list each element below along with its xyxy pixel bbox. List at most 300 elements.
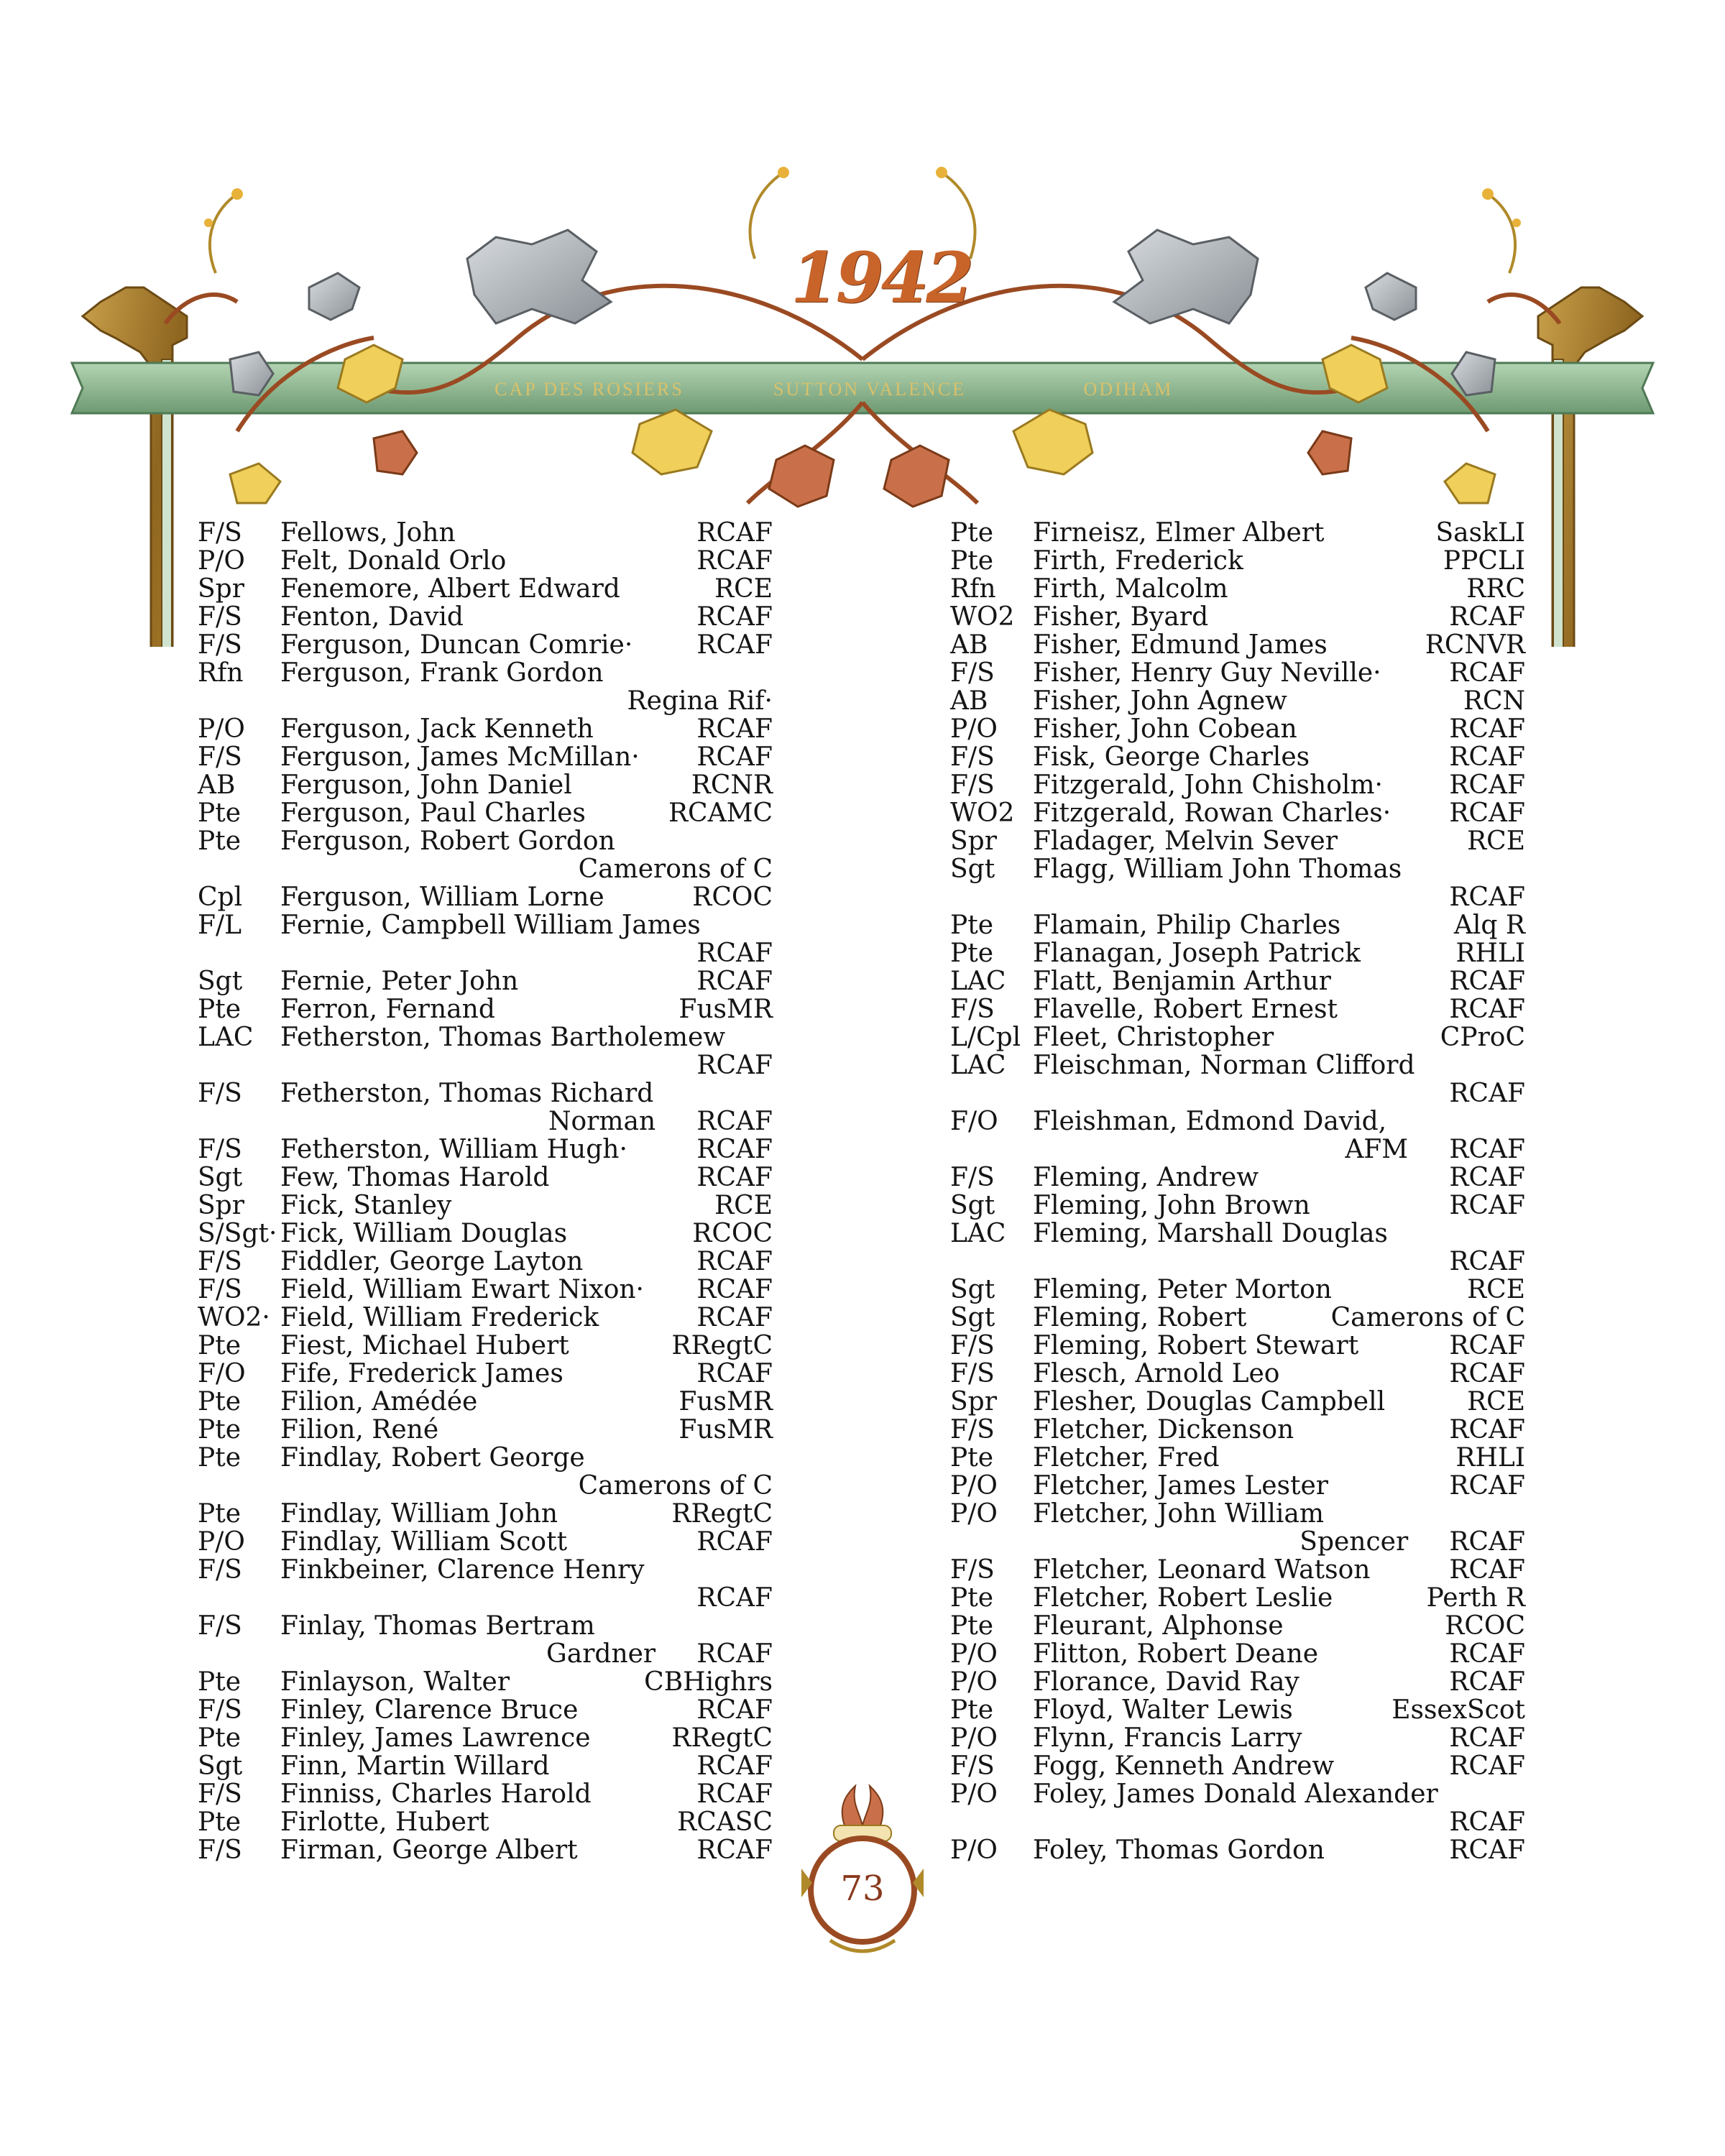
entry-name: Firneisz, Elmer Albert <box>1033 518 1325 548</box>
entry-rank: Spr <box>198 1191 244 1220</box>
roll-entry <box>198 771 773 799</box>
entry-unit: Perth R <box>1426 1583 1525 1613</box>
entry-unit: RCAF <box>696 1527 773 1557</box>
entry-rank: Pte <box>950 939 993 968</box>
roll-entry <box>198 1164 773 1192</box>
entry-continuation: Regina Rif· <box>627 686 773 716</box>
entry-name: Finlay, Thomas Bertram <box>280 1611 595 1641</box>
entry-rank: Pte <box>950 1443 993 1473</box>
roll-entry <box>950 1107 1525 1164</box>
entry-name: Fleischman, Norman Clifford <box>1033 1051 1415 1080</box>
entry-name: Fleming, Andrew <box>1033 1163 1259 1192</box>
roll-entry <box>950 575 1525 603</box>
entry-rank: Sgt <box>198 967 243 996</box>
roll-entry <box>198 799 773 827</box>
entry-rank: F/S <box>198 1695 242 1725</box>
entry-unit: RCE <box>1467 1387 1525 1416</box>
entry-name: Fletcher, Fred <box>1033 1443 1220 1473</box>
roll-entry <box>950 1220 1525 1276</box>
entry-name: Few, Thomas Harold <box>280 1163 550 1192</box>
entry-name: Ferguson, Robert Gordon <box>280 826 615 856</box>
entry-unit: CBHighrs <box>644 1667 773 1697</box>
entry-rank: LAC <box>198 1023 254 1052</box>
entry-name: Fenton, David <box>280 602 464 632</box>
entry-name: Fetherston, William Hugh· <box>280 1135 627 1164</box>
roll-entry <box>198 1668 773 1696</box>
entry-name: Fiddler, George Layton <box>280 1247 584 1276</box>
roll-entry <box>950 1051 1525 1107</box>
entry-name: Fleming, John Brown <box>1033 1191 1310 1220</box>
entry-unit: FusMR <box>678 995 773 1024</box>
entry-name: Fleming, Robert <box>1033 1303 1247 1332</box>
entry-rank: F/S <box>950 742 995 772</box>
entry-name: Ferguson, Jack Kenneth <box>280 714 594 744</box>
entry-rank: WO2 <box>950 798 1015 828</box>
entry-rank: Sgt <box>950 1303 995 1332</box>
entry-rank: S/Sgt· <box>198 1219 277 1248</box>
roll-entry <box>950 715 1525 743</box>
entry-name: Ferguson, Frank Gordon <box>280 658 604 688</box>
entry-name: Findlay, William Scott <box>280 1527 568 1557</box>
entry-rank: F/S <box>198 518 242 548</box>
entry-rank: F/S <box>950 1163 995 1192</box>
roll-entry <box>198 1276 773 1304</box>
entry-unit: RHLI <box>1455 939 1525 968</box>
entry-name: Fletcher, James Lester <box>1033 1471 1328 1501</box>
roll-entry <box>198 1388 773 1416</box>
entry-unit: Camerons of C <box>1330 1303 1525 1332</box>
entry-unit: CProC <box>1440 1023 1525 1052</box>
entry-unit: RCAF <box>1449 1471 1525 1501</box>
entry-unit: RCAF <box>1449 1191 1525 1220</box>
entry-rank: P/O <box>950 1723 998 1753</box>
entry-name: Fisher, Edmund James <box>1033 630 1328 660</box>
entry-name: Filion, Amédée <box>280 1387 478 1416</box>
entry-unit: RCAF <box>1449 658 1525 688</box>
entry-rank: LAC <box>950 1051 1006 1080</box>
entry-continuation: RCAF <box>1449 1247 1525 1276</box>
entry-unit: Alq R <box>1453 911 1525 940</box>
roll-entry <box>198 715 773 743</box>
entry-name: Fenemore, Albert Edward <box>280 574 620 604</box>
roll-entry <box>950 547 1525 575</box>
entry-rank: F/S <box>198 1275 242 1304</box>
entry-name: Fleming, Peter Morton <box>1033 1275 1332 1304</box>
entry-rank: F/S <box>198 742 242 772</box>
entry-name: Flitton, Robert Deane <box>1033 1639 1319 1669</box>
roll-entry <box>198 1135 773 1164</box>
entry-rank: Cpl <box>198 883 243 912</box>
entry-unit: RRC <box>1466 574 1525 604</box>
entry-name: Flamain, Philip Charles <box>1033 911 1341 940</box>
entry-continuation: Camerons of C <box>578 1471 773 1501</box>
entry-unit: RCAF <box>1449 1639 1525 1669</box>
entry-name: Floyd, Walter Lewis <box>1033 1695 1293 1725</box>
roll-entry <box>950 1276 1525 1304</box>
entry-unit: RCAF <box>1449 1667 1525 1697</box>
entry-unit: RCAF <box>696 1135 773 1164</box>
entry-name: Fleming, Marshall Douglas <box>1033 1219 1388 1248</box>
roll-entry <box>198 659 773 715</box>
entry-rank: F/S <box>198 1835 242 1865</box>
entry-rank: F/L <box>198 911 242 940</box>
entry-name: Foley, James Donald Alexander <box>1033 1779 1438 1809</box>
rust-leaves <box>374 431 1351 507</box>
entry-unit: RCAF <box>696 546 773 576</box>
entry-rank: Pte <box>198 1499 241 1529</box>
entry-unit: RHLI <box>1455 1443 1525 1473</box>
roll-entry <box>198 603 773 631</box>
entry-unit: RCAF <box>696 630 773 660</box>
entry-name: Fetherston, Thomas Bartholemew <box>280 1023 726 1052</box>
roll-entry <box>950 687 1525 715</box>
entry-name: Ferguson, William Lorne <box>280 883 604 912</box>
roll-entry <box>950 1164 1525 1192</box>
roll-entry <box>950 1360 1525 1388</box>
roll-entry <box>198 1444 773 1500</box>
entry-unit: RCAF <box>696 1835 773 1865</box>
roll-entry <box>950 631 1525 659</box>
page-number: 73 <box>840 1869 885 1909</box>
roll-entry <box>198 1696 773 1724</box>
entry-unit: RCAF <box>696 714 773 744</box>
entry-name: Fisher, Byard <box>1033 602 1209 632</box>
roll-entry <box>198 1220 773 1248</box>
roll-entry <box>198 1192 773 1220</box>
entry-name: Fisk, George Charles <box>1033 742 1310 772</box>
entry-unit: RCASC <box>677 1807 773 1837</box>
entry-rank: Sgt <box>950 854 995 884</box>
entry-unit: RCE <box>714 574 773 604</box>
roll-entry <box>950 1472 1525 1500</box>
entry-rank: Pte <box>950 1611 993 1641</box>
entry-name: Findlay, William John <box>280 1499 558 1529</box>
entry-unit: RCAF <box>1449 1331 1525 1360</box>
entry-rank: F/S <box>950 1359 995 1388</box>
entry-rank: F/S <box>950 995 995 1024</box>
roll-entry <box>950 855 1525 911</box>
entry-name: Fisher, John Cobean <box>1033 714 1297 744</box>
roll-entry <box>950 1780 1525 1836</box>
entry-continuation: AFM RCAF <box>1345 1135 1525 1164</box>
entry-unit: RCAF <box>696 1359 773 1388</box>
entry-name: Flesch, Arnold Leo <box>1033 1359 1280 1388</box>
entry-name: Flanagan, Joseph Patrick <box>1033 939 1361 968</box>
entry-rank: Pte <box>198 798 241 828</box>
roll-entry <box>950 1023 1525 1051</box>
roll-entry <box>198 743 773 771</box>
entry-name: Fletcher, Dickenson <box>1033 1415 1294 1445</box>
entry-rank: Pte <box>198 995 241 1024</box>
roll-entry <box>950 939 1525 967</box>
entry-unit: RCAF <box>1449 1751 1525 1781</box>
entry-name: Flavelle, Robert Ernest <box>1033 995 1338 1024</box>
roll-entry <box>950 1332 1525 1360</box>
entry-name: Flynn, Francis Larry <box>1033 1723 1302 1753</box>
entry-name: Fife, Frederick James <box>280 1359 564 1388</box>
roll-entry <box>950 1500 1525 1556</box>
roll-entry <box>950 1584 1525 1612</box>
entry-unit: RRegtC <box>671 1331 773 1360</box>
entry-rank: F/S <box>198 1247 242 1276</box>
entry-name: Ferron, Fernand <box>280 995 495 1024</box>
entry-name: Fisher, John Agnew <box>1033 686 1287 716</box>
roll-entry <box>950 1836 1525 1864</box>
entry-name: Fletcher, Leonard Watson <box>1033 1555 1371 1585</box>
entry-unit: PPCLI <box>1443 546 1525 576</box>
entry-name: Ferguson, John Daniel <box>280 770 572 800</box>
entry-unit: RCAF <box>1449 1555 1525 1585</box>
entry-continuation: RCAF <box>696 1051 773 1080</box>
entry-continuation: Gardner RCAF <box>546 1639 773 1669</box>
banner-place-3: ODIHAM <box>1083 379 1174 400</box>
entry-unit: RCAF <box>1449 995 1525 1024</box>
roll-entry <box>198 1023 773 1079</box>
right-gold-frame <box>1538 287 1642 647</box>
entry-name: Fitzgerald, John Chisholm· <box>1033 770 1383 800</box>
roll-entry <box>198 1836 773 1864</box>
entry-rank: Spr <box>950 826 997 856</box>
entry-name: Fleurant, Alphonse <box>1033 1611 1284 1641</box>
entry-rank: F/S <box>198 1135 242 1164</box>
entry-unit: RCAF <box>1449 1723 1525 1753</box>
entry-rank: F/S <box>198 1555 242 1585</box>
entry-unit: FusMR <box>678 1415 773 1445</box>
entry-rank: P/O <box>950 1779 998 1809</box>
entry-name: Ferguson, Duncan Comrie· <box>280 630 633 660</box>
entry-name: Finniss, Charles Harold <box>280 1779 592 1809</box>
entry-rank: WO2· <box>198 1303 270 1332</box>
roll-entry <box>198 1808 773 1836</box>
entry-rank: Sgt <box>950 1191 995 1220</box>
entry-unit: RCAMC <box>668 798 773 828</box>
roll-entry <box>198 911 773 967</box>
roll-entry <box>950 1724 1525 1752</box>
roll-entry <box>950 519 1525 547</box>
entry-rank: F/S <box>950 1331 995 1360</box>
roll-entry <box>950 603 1525 631</box>
roll-entry <box>198 1079 773 1135</box>
roll-entry <box>950 1388 1525 1416</box>
roll-entry <box>198 883 773 911</box>
entry-name: Fogg, Kenneth Andrew <box>1033 1751 1335 1781</box>
entry-name: Finn, Martin Willard <box>280 1751 550 1781</box>
entry-rank: F/S <box>198 1611 242 1641</box>
entry-name: Ferguson, James McMillan· <box>280 742 640 772</box>
entry-unit: RCE <box>1467 1275 1525 1304</box>
roll-entry <box>198 1556 773 1612</box>
entry-rank: P/O <box>950 1667 998 1697</box>
roll-entry <box>950 911 1525 939</box>
entry-rank: Pte <box>198 1387 241 1416</box>
entry-rank: Sgt <box>198 1751 243 1781</box>
entry-rank: F/S <box>950 1415 995 1445</box>
entry-name: Fisher, Henry Guy Neville· <box>1033 658 1381 688</box>
entry-rank: LAC <box>950 1219 1006 1248</box>
entry-unit: RCAF <box>696 1163 773 1192</box>
sprig-buds <box>204 167 1521 227</box>
roll-entry <box>950 1304 1525 1332</box>
roll-entry <box>198 547 773 575</box>
entry-rank: P/O <box>198 546 245 576</box>
entry-name: Finkbeiner, Clarence Henry <box>280 1555 645 1585</box>
entry-rank: P/O <box>950 1471 998 1501</box>
entry-rank: Pte <box>198 1331 241 1360</box>
roll-entry <box>950 967 1525 995</box>
entry-name: Fletcher, John William <box>1033 1499 1324 1529</box>
roll-entry <box>950 995 1525 1023</box>
roll-entry <box>198 1528 773 1556</box>
entry-rank: F/S <box>950 770 995 800</box>
entry-unit: RCAF <box>696 518 773 548</box>
entry-rank: P/O <box>198 1527 245 1557</box>
entry-unit: RCAF <box>1449 1163 1525 1192</box>
entry-unit: RCAF <box>696 1779 773 1809</box>
entry-rank: L/Cpl <box>950 1023 1021 1052</box>
left-gold-frame <box>83 287 187 647</box>
entry-name: Fleming, Robert Stewart <box>1033 1331 1359 1360</box>
entry-rank: Pte <box>198 1667 241 1697</box>
roll-entry <box>950 1640 1525 1668</box>
entry-unit: RCAF <box>1449 1835 1525 1865</box>
entry-rank: Rfn <box>198 658 244 688</box>
entry-rank: P/O <box>950 714 998 744</box>
entry-name: Foley, Thomas Gordon <box>1033 1835 1325 1865</box>
entry-unit: RCAF <box>1449 798 1525 828</box>
entry-name: Field, William Frederick <box>280 1303 599 1332</box>
entry-unit: RCAF <box>1449 602 1525 632</box>
entry-continuation: Norman RCAF <box>548 1107 773 1136</box>
entry-name: Firth, Frederick <box>1033 546 1243 576</box>
roll-entry <box>950 1192 1525 1220</box>
entry-rank: LAC <box>950 967 1006 996</box>
roll-entry <box>950 1416 1525 1444</box>
entry-rank: Pte <box>198 1443 241 1473</box>
entry-unit: RCE <box>714 1191 773 1220</box>
entry-rank: Rfn <box>950 574 996 604</box>
entry-unit: RCOC <box>1445 1611 1525 1641</box>
entry-rank: Pte <box>950 1695 993 1725</box>
entry-rank: Pte <box>198 1807 241 1837</box>
entry-name: Finlayson, Walter <box>280 1667 510 1697</box>
entry-name: Flagg, William John Thomas <box>1033 854 1402 884</box>
entry-continuation: RCAF <box>1449 1807 1525 1837</box>
entry-name: Filion, René <box>280 1415 439 1445</box>
entry-unit: RRegtC <box>671 1723 773 1753</box>
entry-rank: WO2 <box>950 602 1015 632</box>
entry-unit: RCAF <box>696 1695 773 1725</box>
roll-entry <box>198 1612 773 1668</box>
entry-unit: RCN <box>1463 686 1525 716</box>
roll-entry <box>198 1332 773 1360</box>
entry-rank: Pte <box>950 518 993 548</box>
entry-name: Firman, George Albert <box>280 1835 578 1865</box>
roll-entry <box>198 1752 773 1780</box>
entry-rank: P/O <box>950 1639 998 1669</box>
right-name-column <box>950 519 1525 1864</box>
entry-name: Fick, Stanley <box>280 1191 452 1220</box>
roll-entry <box>198 1780 773 1808</box>
entry-unit: RCNR <box>691 770 773 800</box>
roll-entry <box>198 827 773 883</box>
entry-name: Fiest, Michael Hubert <box>280 1331 569 1360</box>
entry-unit: RCAF <box>1449 967 1525 996</box>
entry-name: Felt, Donald Orlo <box>280 546 507 576</box>
entry-rank: F/O <box>950 1107 998 1136</box>
banner-place-1: CAP DES ROSIERS <box>494 379 684 400</box>
entry-name: Field, William Ewart Nixon· <box>280 1275 645 1304</box>
entry-unit: RCOC <box>692 883 773 912</box>
entry-continuation: RCAF <box>696 939 773 968</box>
entry-unit: RCAF <box>1449 1359 1525 1388</box>
roll-entry <box>198 1416 773 1444</box>
entry-name: Finley, James Lawrence <box>280 1723 591 1753</box>
roll-entry <box>198 575 773 603</box>
entry-unit: RCAF <box>1449 714 1525 744</box>
roll-entry <box>950 1752 1525 1780</box>
entry-unit: FusMR <box>678 1387 773 1416</box>
roll-entry <box>198 1248 773 1276</box>
entry-unit: RCAF <box>696 602 773 632</box>
entry-unit: RCE <box>1467 826 1525 856</box>
entry-continuation: Spencer RCAF <box>1300 1527 1525 1557</box>
roll-entry <box>950 799 1525 827</box>
entry-unit: RCAF <box>696 1303 773 1332</box>
entry-rank: Sgt <box>198 1163 243 1192</box>
entry-unit: RCAF <box>696 742 773 772</box>
roll-entry <box>950 1556 1525 1584</box>
roll-entry <box>950 1612 1525 1640</box>
roll-entry <box>198 1304 773 1332</box>
entry-rank: Pte <box>950 911 993 940</box>
roll-entry <box>950 1668 1525 1696</box>
roll-entry <box>198 1724 773 1752</box>
roll-entry <box>198 1360 773 1388</box>
entry-unit: RCAF <box>696 1275 773 1304</box>
entry-name: Findlay, Robert George <box>280 1443 585 1473</box>
entry-rank: F/O <box>198 1359 246 1388</box>
entry-name: Fetherston, Thomas Richard <box>280 1079 654 1108</box>
roll-entry <box>950 827 1525 855</box>
entry-unit: RCAF <box>1449 1415 1525 1445</box>
entry-continuation: RCAF <box>1449 883 1525 912</box>
banner-place-2: SUTTON VALENCE <box>773 379 967 400</box>
entry-rank: F/S <box>198 1079 242 1108</box>
page-number-ornament <box>780 1782 945 1969</box>
entry-continuation: RCAF <box>1449 1079 1525 1108</box>
roll-entry <box>950 743 1525 771</box>
entry-unit: RCAF <box>696 1247 773 1276</box>
entry-unit: RCAF <box>696 967 773 996</box>
entry-unit: RCAF <box>1449 770 1525 800</box>
entry-name: Fletcher, Robert Leslie <box>1033 1583 1333 1613</box>
entry-continuation: Camerons of C <box>578 854 773 884</box>
roll-entry <box>950 1696 1525 1724</box>
entry-name: Florance, David Ray <box>1033 1667 1300 1697</box>
entry-rank: F/S <box>198 630 242 660</box>
roll-entry <box>198 967 773 995</box>
entry-name: Firth, Malcolm <box>1033 574 1228 604</box>
entry-rank: F/S <box>198 1779 242 1809</box>
entry-unit: RCAF <box>696 1751 773 1781</box>
entry-name: Ferguson, Paul Charles <box>280 798 586 828</box>
entry-rank: Pte <box>950 546 993 576</box>
entry-unit: RRegtC <box>671 1499 773 1529</box>
left-name-column <box>198 519 773 1864</box>
entry-rank: P/O <box>950 1835 998 1865</box>
entry-unit: EssexScot <box>1392 1695 1525 1725</box>
entry-name: Fernie, Campbell William James <box>280 911 701 940</box>
